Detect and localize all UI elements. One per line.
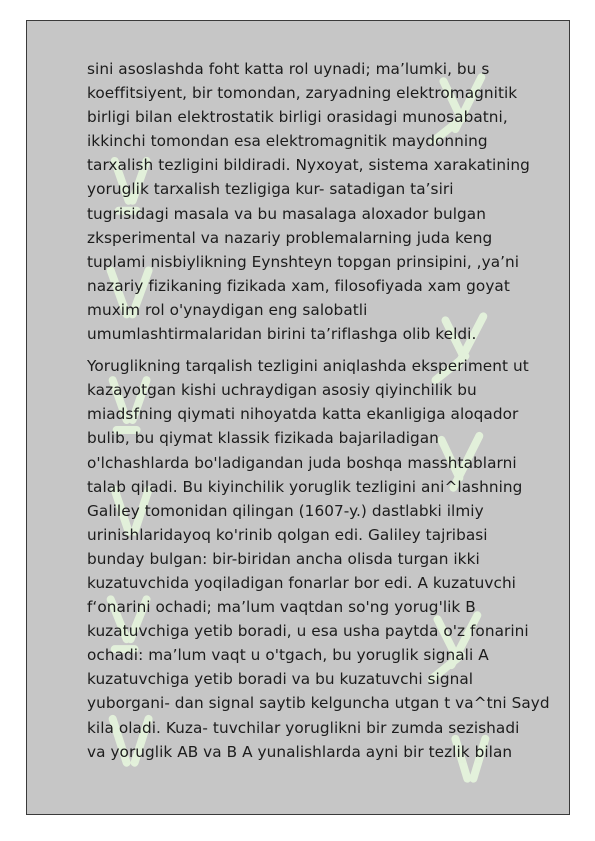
text-line: o'lchashlarda bo'ladigandan juda boshqa masshtablarni bbox=[87, 453, 517, 472]
text-line: va yoruglik AB va B A yunalishlarda ayni bir tezlik bilan bbox=[87, 742, 513, 761]
text-line: yoruglik tarxalish tezligiga kur- satadigan ta’siri bbox=[87, 180, 454, 199]
text-line: bunday bulgan: bir-biridan ancha olisda turgan ikki bbox=[87, 549, 480, 568]
text-line: kazayotgan kishi uchraydigan asosiy qiyinchilik bu bbox=[87, 381, 477, 400]
text-line: ikkinchi tomondan esa elektromagnitik maydonning bbox=[87, 132, 488, 151]
text-line: nazariy fizikaning fizikada xam, filosofiyada xam goyat bbox=[87, 276, 510, 295]
text-line: Galiley tomonidan qilingan (1607-y.) dastlabki ilmiy bbox=[87, 501, 484, 520]
text-line: miadsfning qiymati nihoyatda katta ekanligiga aloqador bbox=[87, 405, 519, 424]
text-line: f‘onarini ochadi; ma’lum vaqtdan so'ng yorug'lik B bbox=[87, 598, 476, 617]
text-line: tarxalish tezligini bildiradi. Nyxoyat, sistema xarakatining bbox=[87, 156, 530, 175]
text-line: zksperimental va nazariy problemalarning juda keng bbox=[87, 228, 493, 247]
text-line: ochadi: ma’lum vaqt u o'tgach, bu yoruglik signali A bbox=[87, 646, 489, 665]
text-line: muxim rol o'ynaydigan eng salobatli bbox=[87, 300, 368, 319]
text-line: kila oladi. Kuza- tuvchilar yoruglikni bir zumda sezishadi bbox=[87, 718, 520, 737]
paragraph-1 bbox=[87, 57, 559, 346]
text-line: kuzatuvchida yoqiladigan fonarlar bor edi. A kuzatuvchi bbox=[87, 573, 516, 592]
text-line: yuborgani- dan signal saytib kelguncha utgan t va^tni Sayd bbox=[87, 694, 550, 713]
paragraph-spacer bbox=[87, 346, 559, 354]
document-body bbox=[87, 57, 559, 764]
text-line: birligi bilan elektrostatik birligi orasidagi munosabatni, bbox=[87, 108, 508, 127]
text-line: bulib, bu qiymat klassik fizikada bajariladigan bbox=[87, 429, 439, 448]
text-line: tugrisidagi masala va bu masalaga aloxador bulgan bbox=[87, 204, 486, 223]
text-line: talab qiladi. Bu kiyinchilik yoruglik tezligini ani^lashning bbox=[87, 477, 523, 496]
text-line: kuzatuvchiga yetib boradi va bu kuzatuvchi signal bbox=[87, 670, 474, 689]
text-line: koeffitsiyent, bir tomondan, zaryadning elektromagnitik bbox=[87, 84, 518, 103]
text-line: sini asoslashda foht katta rol uynadi; ma’lumki, bu s bbox=[87, 60, 490, 78]
text-line: urinishlaridayoq ko'rinib qolgan edi. Galiley tajribasi bbox=[87, 525, 488, 544]
text-line: kuzatuvchiga yetib boradi, u esa usha paytda o'z fonarini bbox=[87, 622, 529, 641]
page-sheet bbox=[26, 20, 570, 815]
paragraph-2 bbox=[87, 354, 559, 764]
text-line: Yoruglikning tarqalish tezligini aniqlashda eksperiment ut bbox=[87, 357, 529, 376]
text-line: tuplami nisbiylikning Eynshteyn topgan prinsipini, ,ya’ni bbox=[87, 252, 520, 271]
text-line: umumlashtirmalaridan birini ta’riflashga olib keldi. bbox=[87, 325, 477, 344]
